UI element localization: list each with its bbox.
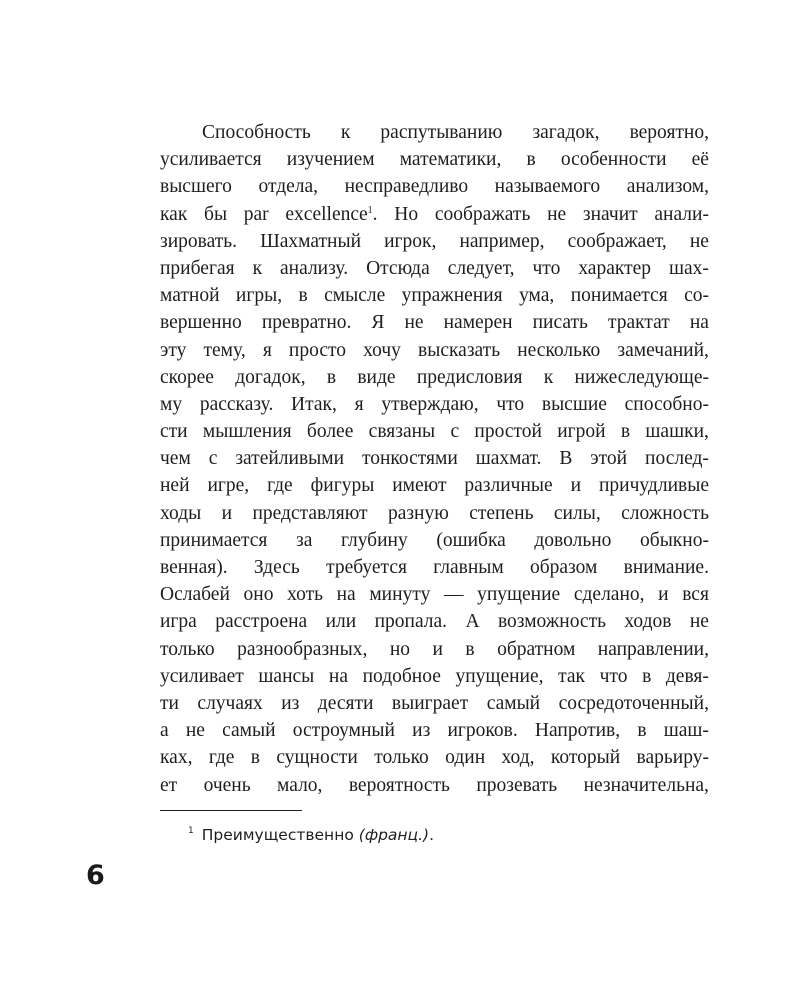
text-line: чем с затейливыми тонкостями шахмат. В этой послед- <box>160 448 709 470</box>
text-line: ти случаях из десяти выиграет самый сосредоточенный, <box>160 692 709 714</box>
text-line: игра расстроена или пропала. А возможность ходов не <box>160 611 709 633</box>
text-line: ней игре, где фигуры имеют различные и причудливые <box>160 475 709 497</box>
main-text <box>160 119 709 799</box>
footnote-period: . <box>429 826 434 844</box>
footnote <box>188 826 434 844</box>
text-line-with-footnote: как бы par excellence$^1$. Но соображать не значит анали- <box>160 203 709 225</box>
footnote-marker: 1 <box>188 826 194 836</box>
text-line: принимается за глубину (ошибка довольно обыкно- <box>160 529 709 551</box>
text-line: вершенно превратно. Я не намерен писать трактат на <box>160 312 709 334</box>
text-line: усиливает шансы на подобное упущение, так что в девя- <box>160 665 709 687</box>
text-line: усиливается изучением математики, в особенности её <box>160 149 709 171</box>
text-line: Ослабей оно хоть на минуту — упущение сделано, и вся <box>160 584 709 606</box>
text-line: венная). Здесь требуется главным образом внимание. <box>160 557 709 578</box>
text-line: Способность к распутыванию загадок, вероятно, <box>202 122 709 143</box>
text-line: только разнообразных, но и в обратном направлении, <box>160 638 709 660</box>
text-line: ет очень мало, вероятность прозевать незначительна, <box>160 774 709 796</box>
text-line: эту тему, я просто хочу высказать несколько замечаний, <box>160 339 709 361</box>
page-number: 6 <box>86 860 105 891</box>
footnote-text: Преимущественно <box>201 826 354 844</box>
text-line: му рассказу. Итак, я утверждаю, что высшие способно- <box>160 393 709 415</box>
text-line: скорее догадок, в виде предисловия к нижеследующе- <box>160 366 709 388</box>
text-line: прибегая к анализу. Отсюда следует, что характер шах- <box>160 257 709 279</box>
text-line: высшего отдела, несправедливо называемого анализом, <box>160 176 709 198</box>
text-line: зировать. Шахматный игрок, например, соображает, не <box>160 230 709 252</box>
footnote-divider <box>160 810 302 811</box>
text-line: ках, где в сущности только один ход, который варьиру- <box>160 747 709 769</box>
text-line: а не самый остроумный из игроков. Напротив, в шаш- <box>160 720 709 742</box>
text-line: ходы и представляют разную степень силы, сложность <box>160 502 709 524</box>
footnote-language-note: (франц.) <box>358 826 430 844</box>
text-line: сти мышления более связаны с простой игрой в шашки, <box>160 421 709 443</box>
text-line: матной игры, в смысле упражнения ума, понимается со- <box>160 285 709 307</box>
